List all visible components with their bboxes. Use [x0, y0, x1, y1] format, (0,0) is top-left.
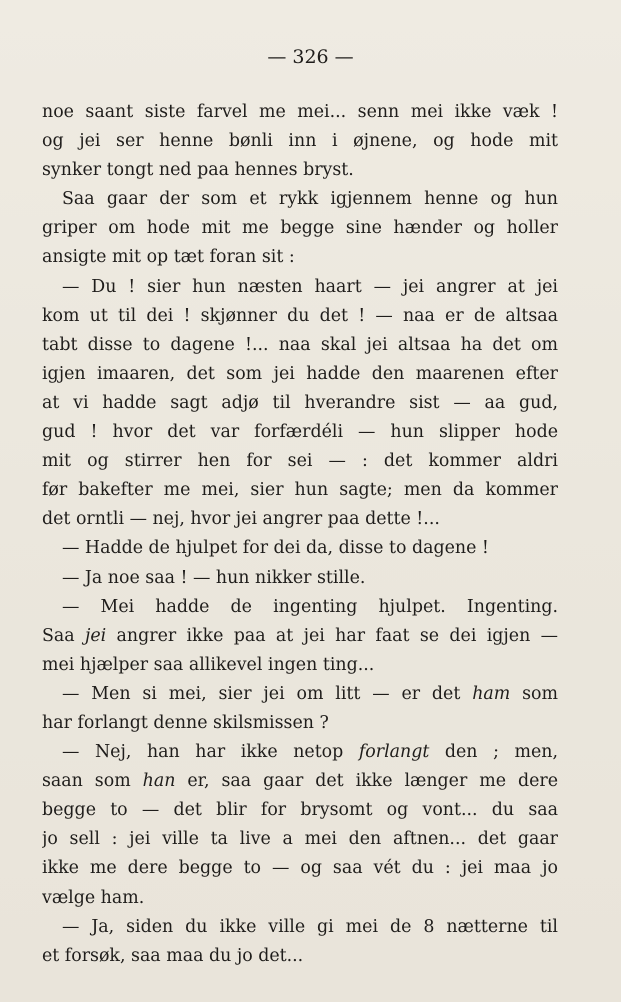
text-line: Saa jei angrer ikke paa at jei har faat se dei igjen — — [42, 625, 558, 646]
text-line: — Men si mei, sier jei om litt — er det ham som — [62, 683, 558, 704]
body-text — [42, 98, 558, 971]
text-line: et forsøk, saa maa du jo det... — [42, 945, 304, 966]
text-line: har forlangt denne skilsmissen ? — [42, 712, 329, 733]
text-line: at vi hadde sagt adjø til hverandre sist — aa gud, — [42, 392, 558, 413]
text-line: tabt disse to dagene !... naa skal jei altsaa ha det om — [42, 334, 558, 355]
text-line: mei hjælper saa allikevel ingen ting... — [42, 654, 375, 675]
text-line: kom ut til dei ! skjønner du det ! — naa er de altsaa — [42, 305, 558, 326]
text-line: mit og stirrer hen for sei — : det kommer aldri — [42, 451, 558, 472]
text-line: synker tongt ned paa hennes bryst. — [42, 160, 354, 181]
text-line: vælge ham. — [42, 887, 145, 908]
text-line: jo sell : jei ville ta live a mei den aftnen... det gaar — [42, 829, 558, 850]
text-line: griper om hode mit me begge sine hænder og holler — [42, 218, 558, 239]
text-line: ikke me dere begge to — og saa vét du : jei maa jo — [42, 858, 558, 879]
text-line: — Ja noe saa ! — hun nikker stille. — [62, 567, 366, 588]
text-line: — Du ! sier hun næsten haart — jei angrer at jei — [62, 276, 558, 297]
text-line: begge to — det blir for brysomt og vont... du saa — [42, 800, 558, 821]
text-line: og jei ser henne bønli inn i øjnene, og hode mit — [42, 131, 558, 152]
text-line: det orntli — nej, hvor jei angrer paa dette !... — [42, 509, 440, 530]
text-line: — Ja, siden du ikke ville gi mei de 8 nætterne til — [62, 916, 558, 937]
text-line: før bakefter me mei, sier hun sagte; men da kommer — [42, 480, 558, 501]
text-line: — Nej, han har ikke netop forlangt den ; men, — [62, 742, 558, 763]
text-line: Saa gaar der som et rykk igjennem henne og hun — [62, 189, 558, 210]
text-line: igjen imaaren, det som jei hadde den maarenen efter — [42, 363, 558, 384]
text-line: ansigte mit op tæt foran sit : — [42, 247, 295, 268]
text-line: noe saant siste farvel me mei... senn mei ikke væk ! — [42, 102, 558, 122]
text-line: — Mei hadde de ingenting hjulpet. Ingenting. — [62, 596, 558, 617]
text-line: saan som han er, saa gaar det ikke længer me dere — [42, 771, 558, 792]
page-number: — 326 — — [267, 46, 354, 68]
text-line: — Hadde de hjulpet for dei da, disse to dagene ! — [62, 538, 489, 559]
text-line: gud ! hvor det var forfærdéli — hun slipper hode — [42, 422, 558, 443]
